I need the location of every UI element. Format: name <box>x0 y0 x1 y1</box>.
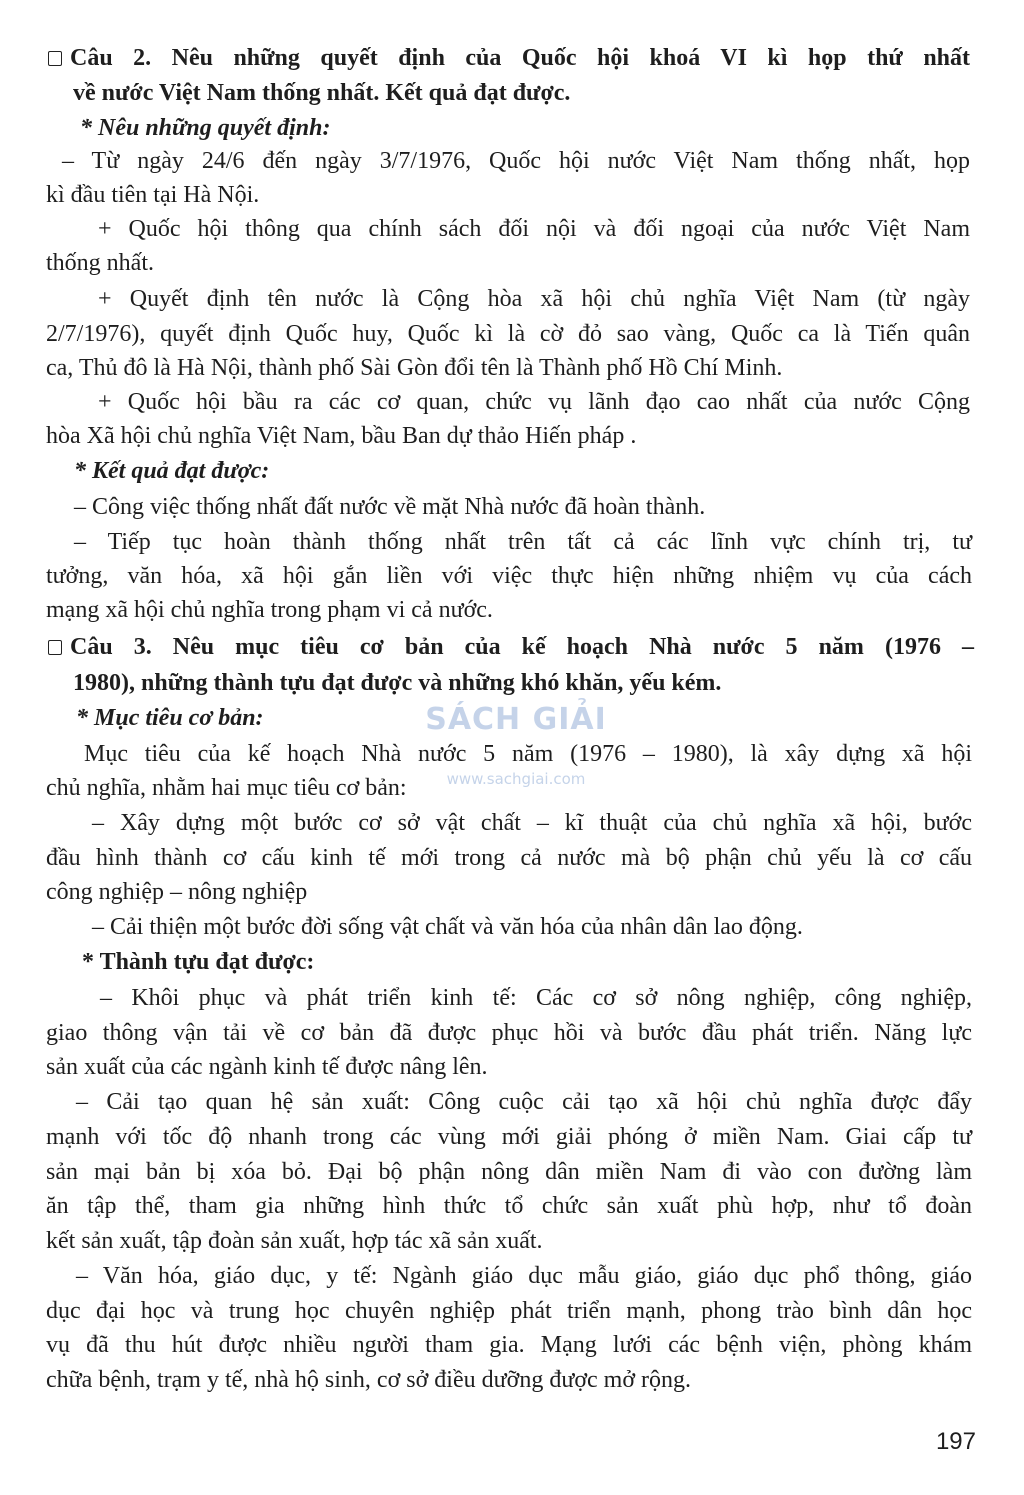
paragraph-line: hòa Xã hội chủ nghĩa Việt Nam, bầu Ban dự thảo Hiến pháp . <box>46 423 637 449</box>
section-heading: * Kết quả đạt được: <box>74 458 270 484</box>
page-number: 197 <box>935 1428 976 1455</box>
paragraph-line: mạng xã hội chủ nghĩa trong phạm vi cả nước. <box>46 597 493 623</box>
question-2-title: Câu 2. Nêu những quyết định của Quốc hội khoá VI kì họp thứ nhất <box>0 43 1024 73</box>
paragraph-line: – Khôi phục và phát triển kinh tế: Các cơ sở nông nghiệp, công nghiệp, <box>100 985 972 1011</box>
checkbox-icon <box>48 640 62 655</box>
paragraph-line: + Quốc hội bầu ra các cơ quan, chức vụ lãnh đạo cao nhất của nước Cộng <box>98 389 970 415</box>
paragraph-line: công nghiệp – nông nghiệp <box>46 879 308 905</box>
paragraph-line: vụ đã thu hút được nhiều người tham gia. Mạng lưới các bệnh viện, phòng khám <box>46 1332 972 1358</box>
paragraph-line: – Tiếp tục hoàn thành thống nhất trên tất cả các lĩnh vực chính trị, tư <box>74 529 972 555</box>
paragraph-line: ca, Thủ đô là Hà Nội, thành phố Sài Gòn đổi tên là Thành phố Hồ Chí Minh. <box>46 355 783 381</box>
paragraph-line: sản xuất của các ngành kinh tế được nâng lên. <box>46 1054 488 1080</box>
paragraph-line: thống nhất. <box>46 250 154 276</box>
paragraph-line: dục đại học và trung học chuyên nghiệp phát triển mạnh, phong trào bình dân học <box>46 1298 972 1324</box>
paragraph-line: ăn tập thể, tham gia những hình thức tổ chức sản xuất phù hợp, như tổ đoàn <box>46 1193 972 1219</box>
paragraph-line: tưởng, văn hóa, xã hội gắn liền với việc thực hiện những nhiệm vụ của cách <box>46 563 972 589</box>
paragraph-line: – Công việc thống nhất đất nước về mặt Nhà nước đã hoàn thành. <box>74 494 706 520</box>
paragraph-line: + Quốc hội thông qua chính sách đối nội và đối ngoại của nước Việt Nam <box>98 216 970 242</box>
paragraph-line: chữa bệnh, trạm y tế, nhà hộ sinh, cơ sở điều dưỡng được mở rộng. <box>46 1367 692 1393</box>
section-heading: * Mục tiêu cơ bản: <box>76 705 264 731</box>
question-2-title-line2: về nước Việt Nam thống nhất. Kết quả đạt được. <box>73 80 571 106</box>
paragraph-line: kì đầu tiên tại Hà Nội. <box>46 182 260 208</box>
question-3-title-line2: 1980), những thành tựu đạt được và những khó khăn, yếu kém. <box>73 670 722 696</box>
watermark-url: www.sachgiai.com <box>446 770 586 788</box>
paragraph-line: mạnh với tốc độ nhanh trong các vùng mới giải phóng ở miền Nam. Giai cấp tư <box>46 1124 972 1150</box>
paragraph-line: – Văn hóa, giáo dục, y tế: Ngành giáo dục mẫu giáo, giáo dục phổ thông, giáo <box>76 1263 972 1289</box>
paragraph-line: 2/7/1976), quyết định Quốc huy, Quốc kì là cờ đỏ sao vàng, Quốc ca là Tiến quân <box>46 321 970 347</box>
section-heading: * Thành tựu đạt được: <box>82 949 315 975</box>
checkbox-icon <box>48 51 62 66</box>
paragraph-line: + Quyết định tên nước là Cộng hòa xã hội chủ nghĩa Việt Nam (từ ngày <box>98 286 970 312</box>
watermark-logo: SÁCH GIẢI <box>425 702 607 737</box>
section-heading: * Nêu những quyết định: <box>80 115 331 141</box>
paragraph-line: – Từ ngày 24/6 đến ngày 3/7/1976, Quốc hội nước Việt Nam thống nhất, họp <box>62 148 970 174</box>
paragraph-line: đầu hình thành cơ cấu kinh tế mới trong cả nước mà bộ phận chủ yếu là cơ cấu <box>46 845 972 871</box>
paragraph-line: – Cải thiện một bước đời sống vật chất và văn hóa của nhân dân lao động. <box>92 914 803 940</box>
paragraph-line: – Cải tạo quan hệ sản xuất: Công cuộc cải tạo xã hội chủ nghĩa được đẩy <box>76 1089 972 1115</box>
paragraph-line: chủ nghĩa, nhằm hai mục tiêu cơ bản: <box>46 775 407 801</box>
paragraph-line: kết sản xuất, tập đoàn sản xuất, hợp tác xã sản xuất. <box>46 1228 543 1254</box>
paragraph-line: sản mại bản bị xóa bỏ. Đại bộ phận nông dân miền Nam đi vào con đường làm <box>46 1159 972 1185</box>
question-3-title: Câu 3. Nêu mục tiêu cơ bản của kế hoạch Nhà nước 5 năm (1976 – <box>0 632 1024 662</box>
paragraph-line: – Xây dựng một bước cơ sở vật chất – kĩ thuật của chủ nghĩa xã hội, bước <box>92 810 972 836</box>
paragraph-line: Mục tiêu của kế hoạch Nhà nước 5 năm (1976 – 1980), là xây dựng xã hội <box>84 741 972 767</box>
paragraph-line: giao thông vận tải về cơ bản đã được phục hồi và bước đầu phát triển. Năng lực <box>46 1020 972 1046</box>
